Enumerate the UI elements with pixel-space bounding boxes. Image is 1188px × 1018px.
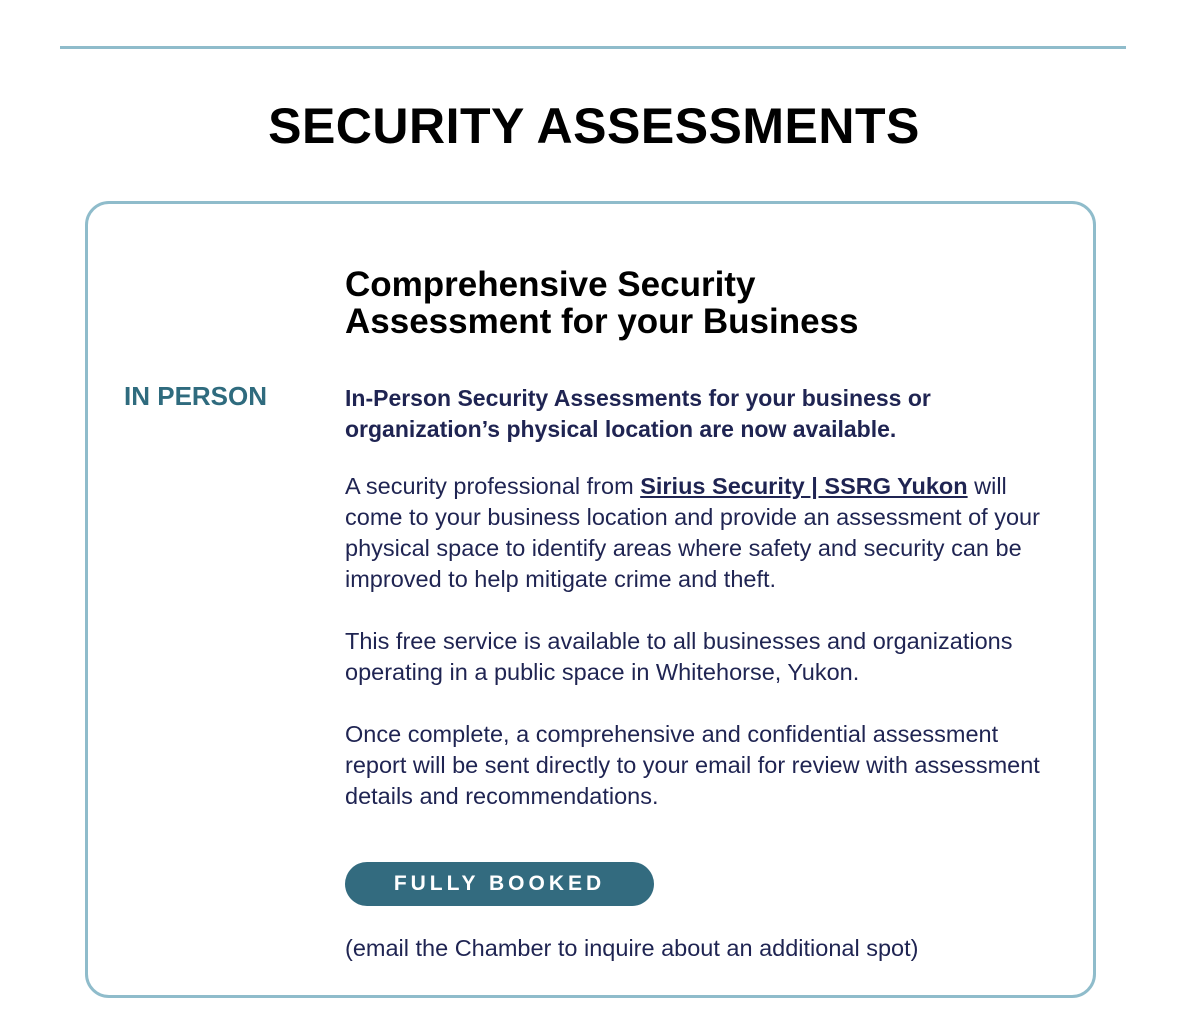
page-title: SECURITY ASSESSMENTS — [268, 98, 920, 154]
inquiry-note: (email the Chamber to inquire about an additional spot) — [345, 935, 919, 961]
top-divider — [60, 46, 1126, 49]
card-heading: Comprehensive Security Assessment for your Business — [345, 265, 859, 341]
sirius-security-link[interactable]: Sirius Security | SSRG Yukon — [640, 473, 968, 499]
card-content — [345, 266, 1075, 964]
report-paragraph: Once complete, a comprehensive and confidential assessment report will be sent directly to your email for review with assessment details and recommendations. — [345, 721, 1040, 809]
description-paragraph — [345, 471, 1065, 595]
fully-booked-button[interactable]: FULLY BOOKED — [345, 862, 654, 906]
paragraph-text-end: will come to your business location and provide an assessment of your physical space to identify areas where safety and security can be improved to help mitigate crime and theft. — [345, 473, 1040, 592]
paragraph-text-start: A security professional from — [345, 473, 641, 499]
eligibility-paragraph: This free service is available to all businesses and organizations operating in a public space in Whitehorse, Yukon. — [345, 628, 1013, 685]
lead-text: In-Person Security Assessments for your business or organization’s physical location are now available. — [345, 385, 931, 442]
service-type-label: IN PERSON — [124, 381, 268, 411]
